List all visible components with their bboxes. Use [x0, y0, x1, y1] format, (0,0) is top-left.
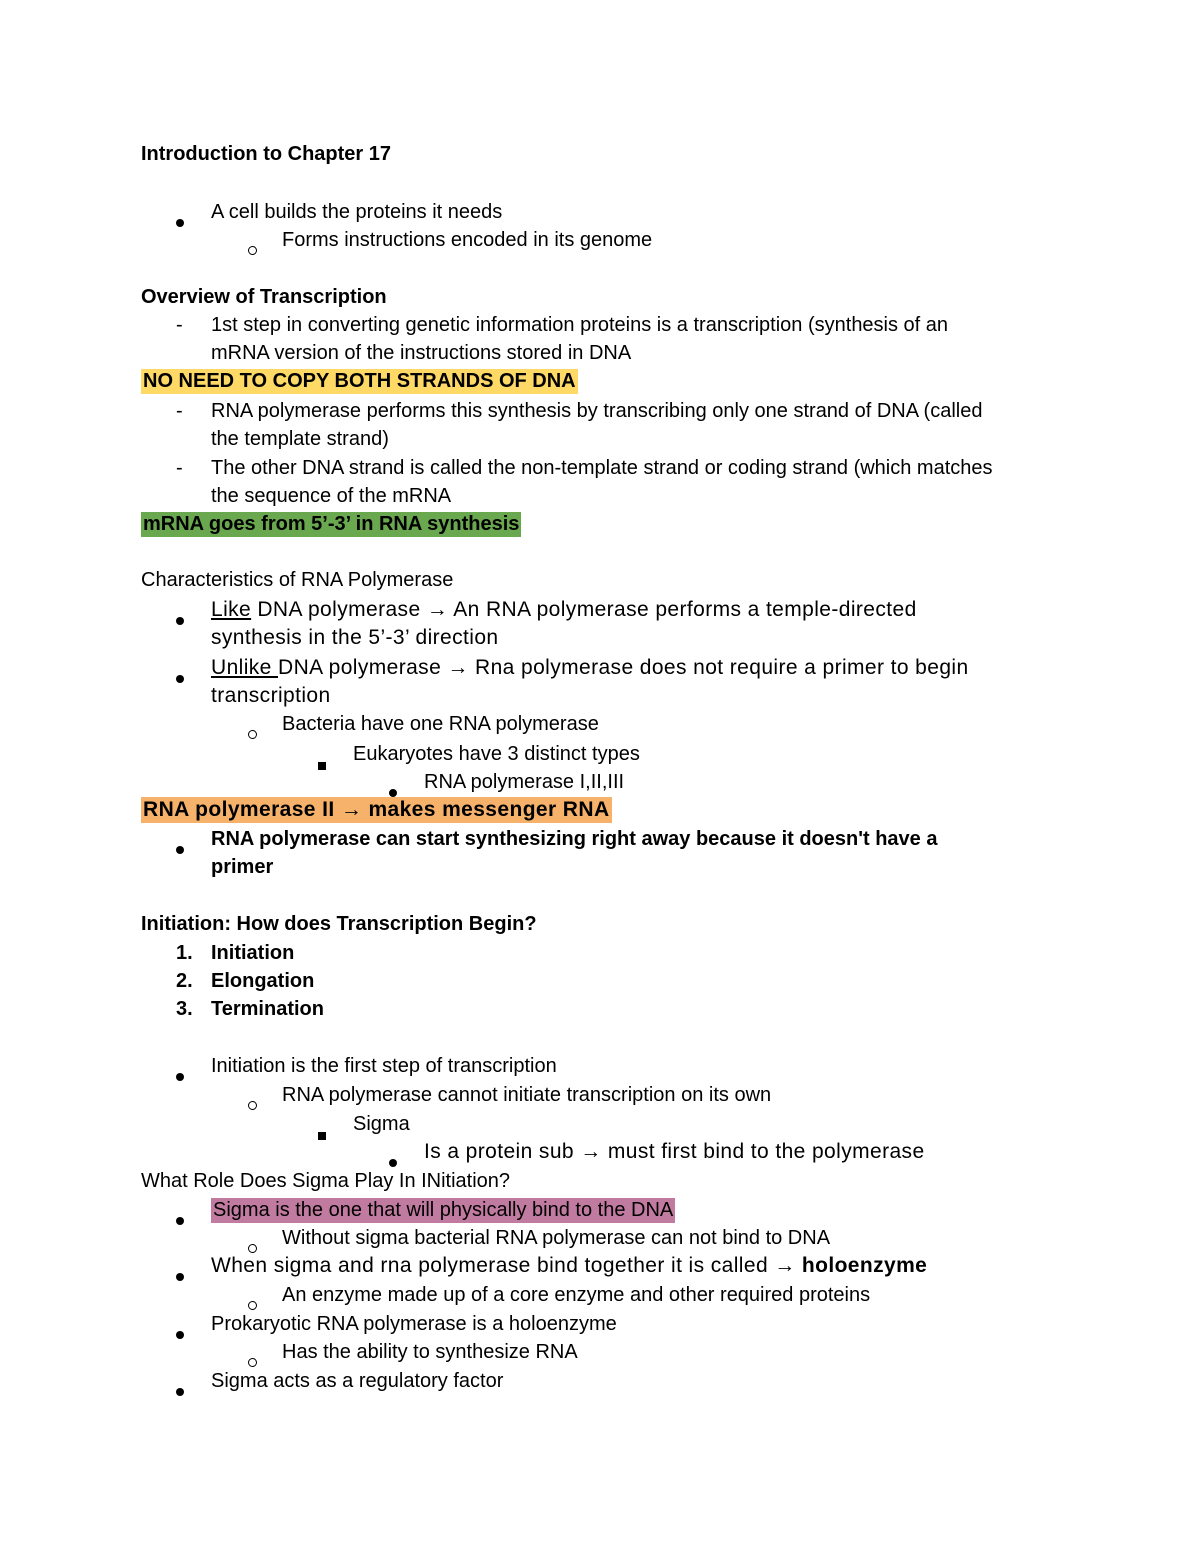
highlight-note: RNA polymerase II → makes messenger RNA	[143, 798, 610, 821]
bullet-ring-icon	[248, 1090, 257, 1118]
highlight-note: NO NEED TO COPY BOTH STRANDS OF DNA	[143, 370, 576, 392]
bullet-ring-icon	[248, 719, 257, 747]
bullet-dot-icon	[176, 1319, 184, 1347]
section-heading-intro: Introduction to Chapter 17	[141, 143, 391, 165]
dash-bullet: -	[176, 457, 183, 479]
bullet-square-icon	[318, 1120, 326, 1148]
list-item-continuation: synthesis in the 5’-3’ direction	[211, 626, 499, 649]
list-item-continuation: the template strand)	[211, 428, 389, 450]
bullet-dot-icon	[176, 1376, 184, 1404]
bullet-ring-icon	[248, 235, 257, 263]
section-heading-initiation: Initiation: How does Transcription Begin?	[141, 913, 537, 935]
list-item-continuation: mRNA version of the instructions stored in DNA	[211, 342, 632, 364]
bullet-dot-icon	[176, 663, 184, 691]
dash-bullet: -	[176, 400, 183, 422]
highlight-note: mRNA goes from 5’-3’ in RNA synthesis	[143, 513, 520, 535]
bullet-dot-icon	[176, 207, 184, 235]
dash-bullet: -	[176, 314, 183, 336]
list-item-continuation: primer	[211, 856, 274, 878]
list-item-continuation: transcription	[211, 684, 331, 707]
section-heading-characteristics: Characteristics of RNA Polymerase	[141, 569, 454, 591]
section-heading-sigma: What Role Does Sigma Play In INitiation?	[141, 1170, 511, 1192]
bullet-dot-icon	[176, 834, 184, 862]
bullet-dot-icon	[176, 605, 184, 633]
section-heading-overview: Overview of Transcription	[141, 286, 387, 308]
bullet-dot-icon	[176, 1205, 184, 1233]
bullet-dot-icon	[176, 1061, 184, 1089]
bullet-square-icon	[318, 750, 326, 778]
list-item-continuation: the sequence of the mRNA	[211, 485, 452, 507]
bullet-dot-icon	[176, 1261, 184, 1289]
